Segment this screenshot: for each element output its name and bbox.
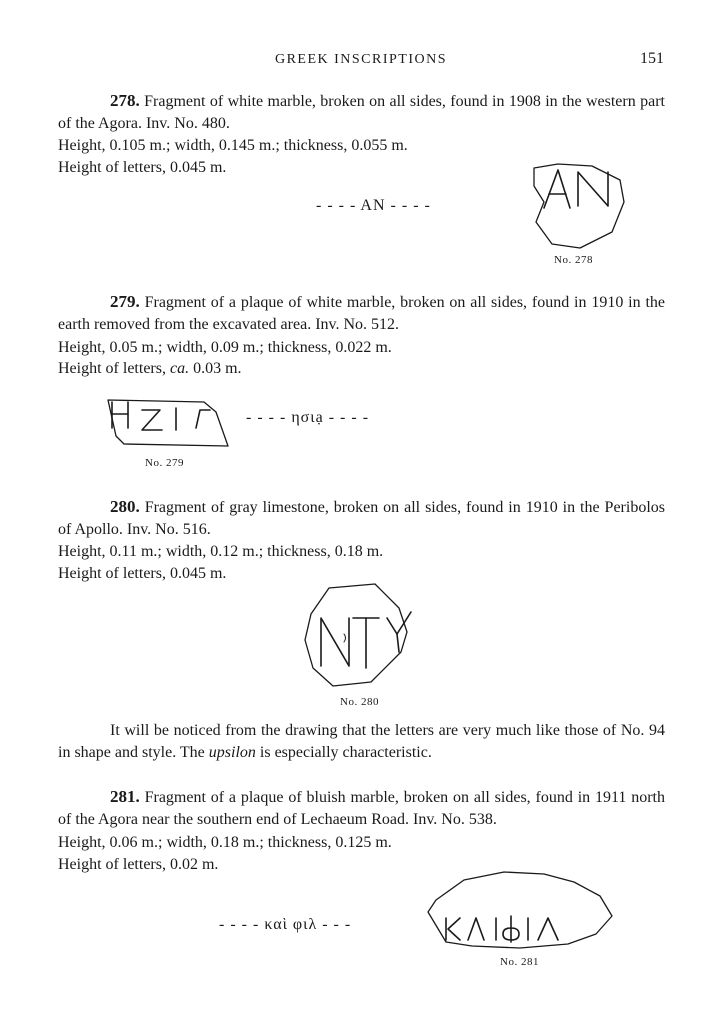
entry-278-dimensions: Height, 0.105 m.; width, 0.145 m.; thickness, 0.055 m. xyxy=(58,137,408,154)
note-text: It will be noticed from the drawing that the letters are very much like those of No. 94 in shape and style. The xyxy=(58,722,665,761)
description-text: Fragment of a plaque of white marble, broken on all sides, found in 1910 in the earth removed from the excavated area. Inv. No. 512. xyxy=(58,294,666,333)
entry-number: 281. xyxy=(110,787,140,806)
entry-278-transcription: - - - - AN - - - - xyxy=(316,197,431,214)
entry-279-dimensions: Height, 0.05 m.; width, 0.09 m.; thickness, 0.022 m. xyxy=(58,339,392,356)
page-number: 151 xyxy=(640,50,664,67)
running-head: GREEK INSCRIPTIONS xyxy=(274,52,448,67)
entry-number: 280. xyxy=(110,497,140,516)
entry-279-transcription: - - - - ησιạ - - - - xyxy=(246,409,370,426)
description-text: Fragment of white marble, broken on all sides, found in 1908 in the western part of the Agora. Inv. No. 480. xyxy=(58,93,666,132)
entry-281-letter-height: Height of letters, 0.02 m. xyxy=(58,856,219,873)
letter-height-value: 0.03 m. xyxy=(193,360,242,377)
entry-number: 279. xyxy=(110,292,140,311)
caption-281: No. 281 xyxy=(500,956,539,968)
entry-281-description xyxy=(58,786,665,830)
entry-278-description xyxy=(58,90,665,134)
description-text: Fragment of gray limestone, broken on all sides, found in 1910 in the Peribolos of Apollo. Inv. No. 516. xyxy=(58,499,666,538)
fragment-278-drawing xyxy=(528,160,628,252)
description-text: Fragment of a plaque of bluish marble, broken on all sides, found in 1911 north of the Agora near the southern end of Lechaeum Road. Inv. No. 538. xyxy=(58,789,666,828)
letter-height-label: Height of letters, xyxy=(58,360,166,377)
entry-278-letter-height: Height of letters, 0.045 m. xyxy=(58,159,227,176)
caption-279: No. 279 xyxy=(145,457,184,469)
caption-280: No. 280 xyxy=(340,696,379,708)
note-text-end: is especially characteristic. xyxy=(259,743,432,761)
entry-279-description xyxy=(58,291,665,335)
note-italic-word: upsilon xyxy=(208,743,256,761)
fragment-281-drawing xyxy=(424,870,616,954)
entry-280-dimensions: Height, 0.11 m.; width, 0.12 m.; thickness, 0.18 m. xyxy=(58,543,384,560)
circa-abbrev: ca. xyxy=(169,360,190,377)
fragment-280-drawing xyxy=(303,582,419,692)
fragment-279-drawing xyxy=(104,396,236,454)
entry-280-note xyxy=(58,720,665,763)
entry-number: 278. xyxy=(110,91,140,110)
entry-281-transcription: - - - - καὶ φιλ - - - xyxy=(219,916,352,933)
caption-278: No. 278 xyxy=(554,254,593,266)
entry-281-dimensions: Height, 0.06 m.; width, 0.18 m.; thickness, 0.125 m. xyxy=(58,834,392,851)
entry-279-letter-height xyxy=(58,358,242,380)
entry-280-letter-height: Height of letters, 0.045 m. xyxy=(58,565,227,582)
entry-280-description xyxy=(58,496,665,540)
